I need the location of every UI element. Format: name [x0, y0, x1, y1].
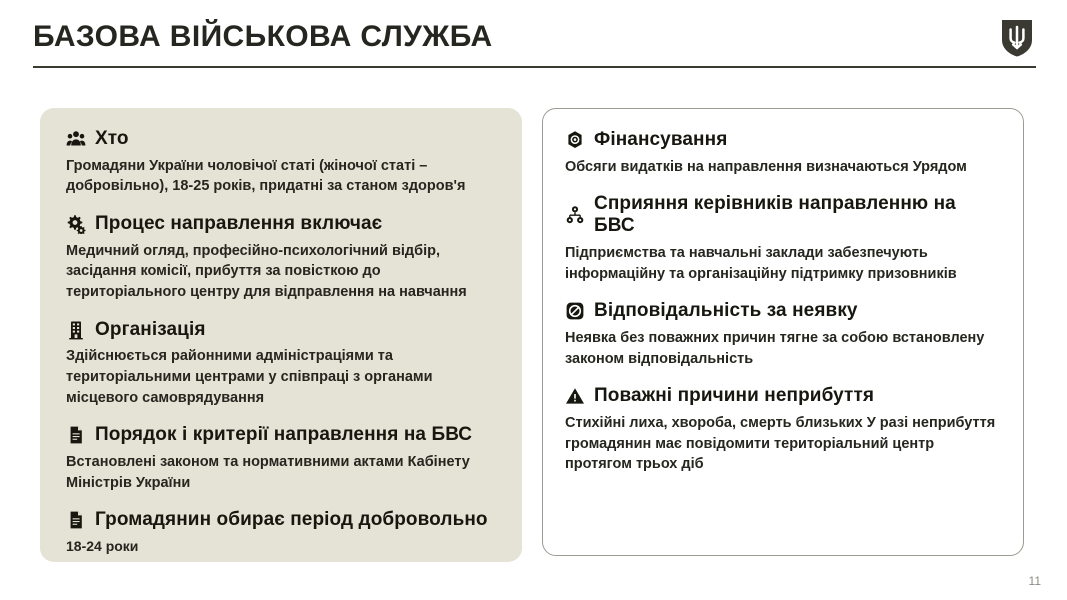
section-body: Підприємства та навчальні заклади забезпечують інформаційну та організаційну підтримку призовників — [565, 245, 957, 282]
section-valid-reasons — [565, 385, 1001, 475]
header-divider — [33, 66, 1036, 68]
ukraine-trident-shield-icon — [1000, 18, 1034, 58]
section-title: Фінансування — [594, 129, 728, 150]
section-body: Неявка без поважних причин тягне за собою встановлену законом відповідальність — [565, 330, 985, 367]
left-info-card — [40, 108, 522, 562]
settings-gear-icon — [565, 130, 585, 150]
section-title: Сприяння керівників направленню на БВС — [594, 193, 956, 237]
section-title: Процес направлення включає — [95, 213, 383, 234]
right-info-card — [542, 108, 1024, 556]
section-header — [66, 319, 496, 341]
people-group-icon — [66, 129, 86, 149]
section-header — [565, 129, 1001, 151]
section-body: Стихійні лиха, хвороба, смерть близьких У разі неприбуття громадянин має повідомити територіальний центр протягом трьох діб — [565, 415, 996, 473]
section-body: Встановлені законом та нормативними актами Кабінету Міністрів України — [66, 454, 470, 491]
section-title: Порядок і критерії направлення на БВС — [95, 424, 473, 446]
page-title: БАЗОВА ВІЙСЬКОВА СЛУЖБА — [33, 20, 493, 53]
section-title: Громадянин обирає період добровольно — [95, 509, 488, 531]
section-header — [565, 193, 1001, 237]
section-body: Медичний огляд, професійно-психологічний відбір, засідання комісії, прибуття за повісткою до територіального центру для відправлення на навчання — [66, 242, 467, 300]
section-who — [66, 128, 496, 197]
institution-building-icon — [66, 320, 86, 340]
section-order-criteria — [66, 424, 496, 493]
section-header — [66, 128, 496, 150]
warning-triangle-icon — [565, 386, 585, 406]
section-header — [565, 385, 1001, 407]
document-icon — [66, 510, 86, 530]
section-organization — [66, 319, 496, 409]
page-number: 11 — [1028, 574, 1041, 588]
section-financing — [565, 129, 1001, 177]
slide-header — [0, 0, 1067, 80]
section-title: Відповідальність за неявку — [594, 300, 858, 322]
section-body: 18-24 роки — [66, 538, 139, 554]
prohibition-icon — [565, 301, 585, 321]
section-liability — [565, 300, 1001, 369]
section-title: Хто — [95, 128, 129, 149]
section-body: Обсяги видатків на направлення визначаються Урядом — [565, 158, 967, 175]
section-title: Організація — [95, 318, 206, 340]
document-icon — [66, 425, 86, 445]
section-managers-support — [565, 193, 1001, 284]
section-header — [66, 424, 496, 446]
gears-icon — [66, 214, 86, 234]
section-body: Здійснюється районними адміністраціями та територіальними центрами у співпраці з органами місцевого самоврядування — [66, 348, 433, 406]
section-body: Громадяни України чоловічої статі (жіночої статі – добровільно), 18-25 років, придатні за станом здоров'я — [66, 157, 466, 195]
section-voluntary-period — [66, 509, 496, 557]
section-header — [66, 509, 496, 531]
section-header — [66, 213, 496, 235]
section-process — [66, 213, 496, 303]
hierarchy-org-icon — [565, 205, 585, 225]
section-title: Поважні причини неприбуття — [594, 385, 875, 407]
section-header — [565, 300, 1001, 322]
